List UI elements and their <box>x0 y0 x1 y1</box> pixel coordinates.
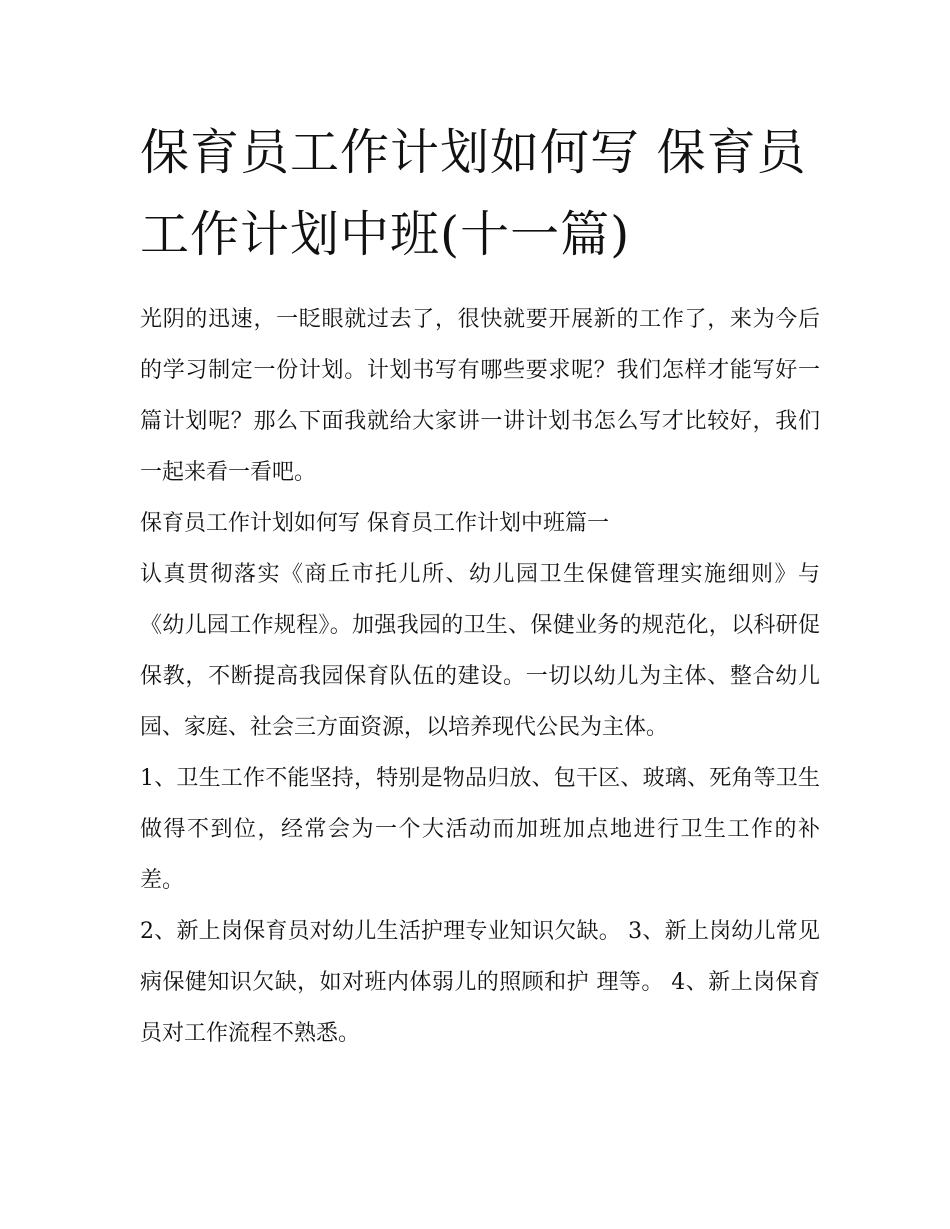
document-title: 保育员工作计划如何写 保育员工作计划中班(十一篇) <box>140 124 807 263</box>
body-paragraph: 认真贯彻落实《商丘市托儿所、幼儿园卫生保健管理实施细则》与《幼儿园工作规程》。加强我园的卫生、保健业务的规范化，以科研促保教，不断提高我园保育队伍的建设。一切以幼儿为主体、整合幼儿园、家庭、社会三方面资源，以培养现代公民为主体。 <box>140 562 820 740</box>
intro-paragraph: 光阴的迅速，一眨眼就过去了，很快就要开展新的工作了，来为今后的学习制定一份计划。计划书写有哪些要求呢？我们怎样才能写好一篇计划呢？那么下面我就给大家讲一讲计划书怎么写才比较好，我们一起来看一看吧。 <box>140 307 820 485</box>
list-item: 1、卫生工作不能坚持，特别是物品归放、包干区、玻璃、死角等卫生做得不到位，经常会为一个大活动而加班加点地进行卫生工作的补差。 <box>140 766 820 893</box>
section-heading: 保育员工作计划如何写 保育员工作计划中班篇一 <box>140 511 609 536</box>
list-item: 2、新上岗保育员对幼儿生活护理专业知识欠缺。 3、新上岗幼儿常见病保健知识欠缺，如对班内体弱儿的照顾和护 理等。 4、新上岗保育员对工作流程不熟悉。 <box>140 919 820 1046</box>
document-page <box>140 112 820 1059</box>
